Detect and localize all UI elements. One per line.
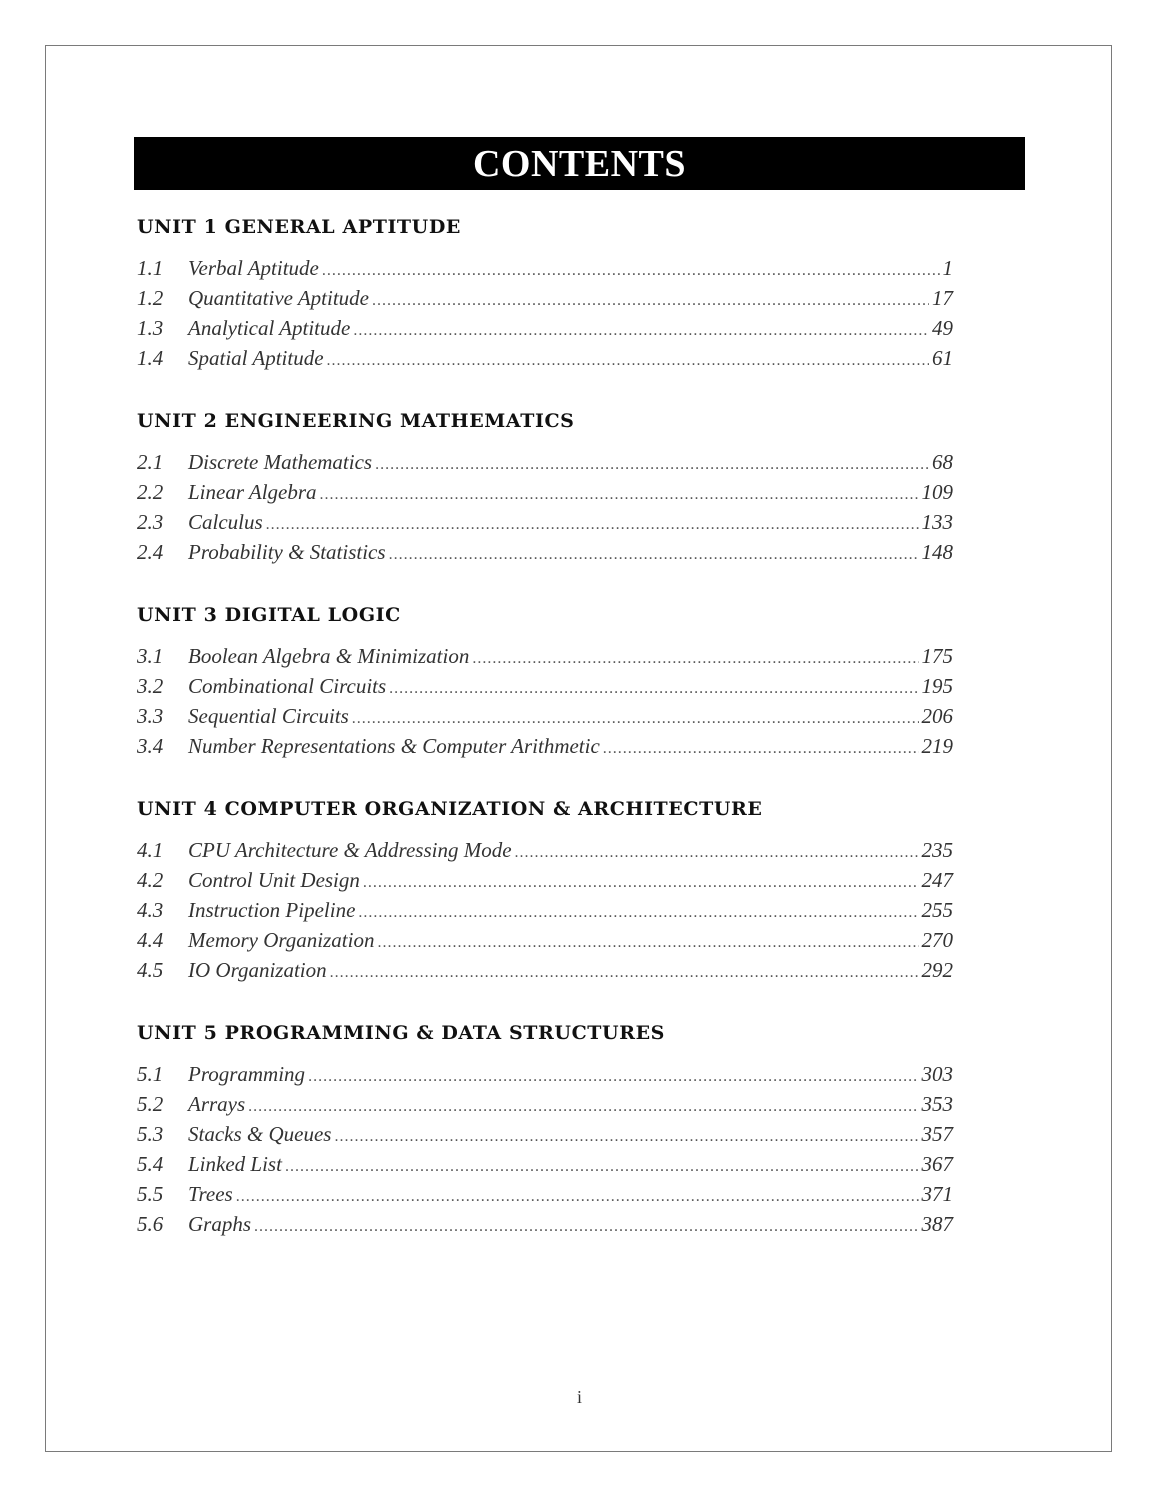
entry-number: 4.5 — [137, 958, 164, 982]
toc-entry[interactable] — [137, 537, 953, 567]
toc-entry[interactable] — [137, 731, 953, 761]
entry-number: 2.2 — [137, 480, 164, 504]
toc-entry[interactable] — [137, 507, 953, 537]
entry-title: Number Representations & Computer Arithmetic — [188, 734, 600, 758]
dot-leader — [285, 1152, 919, 1182]
dot-leader — [472, 644, 918, 674]
dot-leader — [322, 256, 940, 286]
entry-number: 1.3 — [137, 316, 164, 340]
contents-title-bar — [134, 137, 1025, 190]
entry-page: 367 — [921, 1152, 953, 1176]
entry-number: 3.1 — [137, 644, 164, 668]
entry-page: 195 — [921, 674, 953, 698]
dot-leader — [515, 838, 919, 868]
entry-page: 247 — [921, 868, 953, 892]
toc-entry[interactable] — [137, 1179, 953, 1209]
entry-page: 61 — [932, 346, 953, 370]
entry-title: Sequential Circuits — [188, 704, 349, 728]
dot-leader — [334, 1122, 918, 1152]
toc-entry[interactable] — [137, 1059, 953, 1089]
dot-leader — [358, 898, 918, 928]
toc-entry[interactable] — [137, 671, 953, 701]
entry-title: Linear Algebra — [188, 480, 317, 504]
entry-title: Control Unit Design — [188, 868, 360, 892]
entry-title: Verbal Aptitude — [188, 256, 319, 280]
entry-page: 235 — [921, 838, 953, 862]
entry-number: 1.1 — [137, 256, 164, 280]
entry-page: 292 — [921, 958, 953, 982]
dot-leader — [320, 480, 919, 510]
entry-title: Instruction Pipeline — [188, 898, 356, 922]
entry-title: Arrays — [188, 1092, 246, 1116]
entry-title: Spatial Aptitude — [188, 346, 324, 370]
entry-number: 4.1 — [137, 838, 164, 862]
entry-page: 49 — [932, 316, 953, 340]
entry-page: 1 — [942, 256, 953, 280]
entry-page: 387 — [921, 1212, 953, 1236]
entry-number: 2.3 — [137, 510, 164, 534]
entry-number: 3.3 — [137, 704, 164, 728]
entry-number: 1.2 — [137, 286, 164, 310]
page-title: CONTENTS — [472, 142, 687, 185]
entry-number: 5.5 — [137, 1182, 164, 1206]
entry-number: 2.4 — [137, 540, 164, 564]
dot-leader — [603, 734, 919, 764]
entry-title: Graphs — [188, 1212, 252, 1236]
unit-heading: UNIT 4 COMPUTER ORGANIZATION & ARCHITECTURE — [137, 798, 763, 820]
dot-leader — [377, 928, 918, 958]
entry-number: 5.4 — [137, 1152, 164, 1176]
entry-title: Boolean Algebra & Minimization — [188, 644, 470, 668]
entry-page: 133 — [921, 510, 953, 534]
entry-title: Linked List — [188, 1152, 282, 1176]
entry-title: Calculus — [188, 510, 263, 534]
dot-leader — [327, 346, 929, 376]
dot-leader — [254, 1212, 918, 1242]
entry-title: Probability & Statistics — [188, 540, 386, 564]
entry-number: 5.3 — [137, 1122, 164, 1146]
entry-page: 148 — [921, 540, 953, 564]
toc-entry[interactable] — [137, 283, 953, 313]
dot-leader — [353, 316, 929, 346]
dot-leader — [389, 540, 919, 570]
toc-entry[interactable] — [137, 1149, 953, 1179]
unit-section — [137, 1018, 953, 1239]
unit-section — [137, 406, 953, 567]
toc-entry[interactable] — [137, 835, 953, 865]
entry-title: Trees — [188, 1182, 233, 1206]
entry-title: Discrete Mathematics — [188, 450, 373, 474]
entry-page: 17 — [932, 286, 953, 310]
entry-number: 1.4 — [137, 346, 164, 370]
entry-page: 357 — [921, 1122, 953, 1146]
toc-entry[interactable] — [137, 641, 953, 671]
entry-page: 206 — [921, 704, 953, 728]
toc-entry[interactable] — [137, 895, 953, 925]
dot-leader — [236, 1182, 919, 1212]
entry-number: 5.6 — [137, 1212, 164, 1236]
entry-title: Programming — [188, 1062, 306, 1086]
toc-entry[interactable] — [137, 313, 953, 343]
entry-page: 68 — [932, 450, 953, 474]
toc-entry[interactable] — [137, 253, 953, 283]
entry-number: 5.1 — [137, 1062, 164, 1086]
unit-section — [137, 794, 953, 985]
unit-section — [137, 212, 953, 373]
entry-page: 255 — [921, 898, 953, 922]
entry-number: 3.4 — [137, 734, 164, 758]
entry-page: 270 — [921, 928, 953, 952]
entry-title: Stacks & Queues — [188, 1122, 332, 1146]
table-of-contents — [137, 212, 953, 1272]
toc-entry[interactable] — [137, 447, 953, 477]
toc-entry[interactable] — [137, 1119, 953, 1149]
entry-title: Combinational Circuits — [188, 674, 387, 698]
entry-number: 5.2 — [137, 1092, 164, 1116]
toc-entry[interactable] — [137, 1089, 953, 1119]
entry-title: Memory Organization — [188, 928, 375, 952]
entry-number: 4.2 — [137, 868, 164, 892]
dot-leader — [372, 286, 929, 316]
page-number: i — [576, 1387, 582, 1407]
toc-entry[interactable] — [137, 865, 953, 895]
toc-entry[interactable] — [137, 955, 953, 985]
entry-number: 3.2 — [137, 674, 164, 698]
unit-heading: UNIT 1 GENERAL APTITUDE — [137, 216, 461, 238]
entry-page: 109 — [921, 480, 953, 504]
toc-entry[interactable] — [137, 477, 953, 507]
entry-page: 303 — [921, 1062, 953, 1086]
toc-entry[interactable] — [137, 1209, 953, 1239]
dot-leader — [330, 958, 919, 988]
unit-heading: UNIT 5 PROGRAMMING & DATA STRUCTURES — [137, 1022, 666, 1044]
dot-leader — [308, 1062, 918, 1092]
toc-entry[interactable] — [137, 925, 953, 955]
unit-heading: UNIT 3 DIGITAL LOGIC — [137, 604, 401, 626]
dot-leader — [266, 510, 919, 540]
entry-page: 219 — [921, 734, 953, 758]
dot-leader — [389, 674, 918, 704]
dot-leader — [352, 704, 919, 734]
entry-number: 2.1 — [137, 450, 164, 474]
entry-number: 4.4 — [137, 928, 164, 952]
entry-number: 4.3 — [137, 898, 164, 922]
toc-entry[interactable] — [137, 343, 953, 373]
unit-heading: UNIT 2 ENGINEERING MATHEMATICS — [137, 410, 575, 432]
entry-page: 353 — [921, 1092, 953, 1116]
dot-leader — [375, 450, 929, 480]
entry-title: IO Organization — [188, 958, 327, 982]
unit-section — [137, 600, 953, 761]
entry-title: Quantitative Aptitude — [188, 286, 370, 310]
toc-entry[interactable] — [137, 701, 953, 731]
dot-leader — [363, 868, 919, 898]
entry-page: 175 — [921, 644, 953, 668]
dot-leader — [248, 1092, 918, 1122]
entry-page: 371 — [921, 1182, 953, 1206]
entry-title: CPU Architecture & Addressing Mode — [188, 838, 512, 862]
entry-title: Analytical Aptitude — [188, 316, 351, 340]
